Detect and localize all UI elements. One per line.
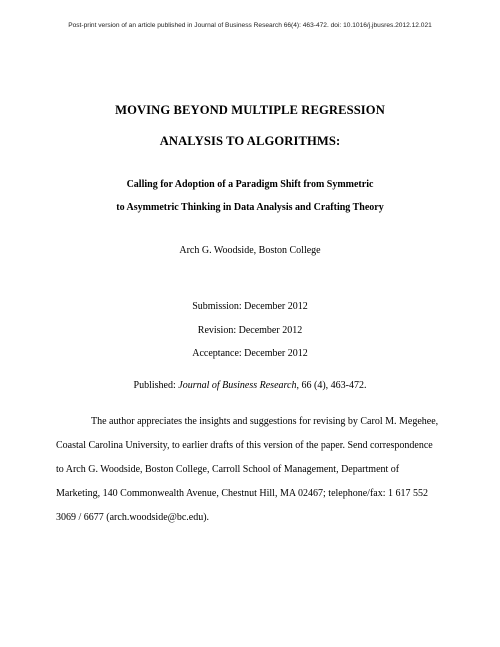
title-line-2: ANALYSIS TO ALGORITHMS: — [159, 134, 341, 148]
publication-note: Post-print version of an article published in Journal of Business Research 66(4): 463-472. doi: 10.1016/j.jbusres.2012.12.021 — [68, 22, 432, 29]
acceptance-date: Acceptance: December 2012 — [192, 348, 308, 359]
revision-date: Revision: December 2012 — [197, 325, 303, 336]
acknowledgement-line-5: 3069 / 6677 (arch.woodside@bc.edu). — [56, 512, 210, 523]
author-line: Arch G. Woodside, Boston College — [179, 245, 321, 256]
acknowledgement-line-3: to Arch G. Woodside, Boston College, Carroll School of Management, Department of — [56, 464, 400, 475]
acknowledgement-line-1: The author appreciates the insights and suggestions for revising by Carol M. Megehee, — [91, 416, 439, 427]
published-suffix: , 66 (4), 463-472. — [296, 380, 367, 391]
title-line-1: MOVING BEYOND MULTIPLE REGRESSION — [115, 103, 385, 117]
subtitle-line-2: to Asymmetric Thinking in Data Analysis and Crafting Theory — [116, 202, 384, 213]
acknowledgement-line-2: Coastal Carolina University, to earlier drafts of this version of the paper. Send correspondence — [56, 440, 433, 451]
submission-date: Submission: December 2012 — [192, 301, 308, 312]
subtitle-line-1: Calling for Adoption of a Paradigm Shift from Symmetric — [126, 179, 374, 190]
published-line — [0, 380, 500, 391]
journal-name: Journal of Business Research — [178, 380, 297, 391]
published-prefix: Published: — [133, 380, 179, 391]
acknowledgement-line-4: Marketing, 140 Commonwealth Avenue, Chestnut Hill, MA 02467; telephone/fax: 1 617 552 — [56, 488, 428, 499]
